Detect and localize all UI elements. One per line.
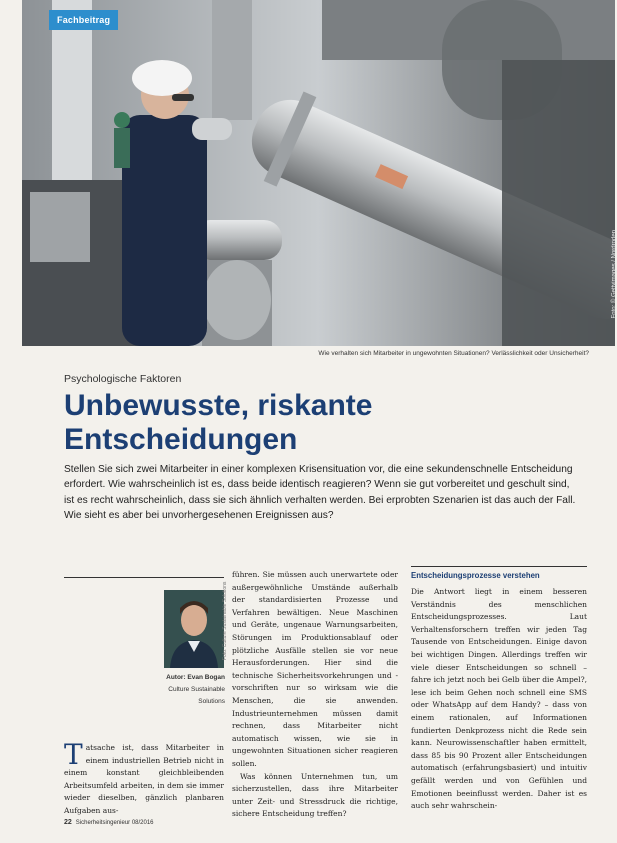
author-photo-credit: Foto: Culture Sustainable Solutions <box>222 581 228 660</box>
hero-photo <box>22 0 615 346</box>
column-right-text: Die Antwort liegt in einem besseren Verständnis des menschlichen Entscheidungsprozesses. Laut Verhaltensforschern treffen wir jeden Tag Tausende von Entscheidungen. Einige davon bei wichtigen Dingen. Allerdings treffen wir viele dieser Entscheidungen so schnell – fahre ich jetzt noch bei Gelb über die Ampel?, lese ich beim Gehen noch schnell eine SMS oder WhatsApp auf dem Handy? – dass von einem rationalen, auf Informationen fundierten Denkprozess nicht die Rede sein kann. Neurowissenschaftler haben ermittelt, dass 85 bis 90 Prozent aller Entscheidungen automatisch (erfahrungsbasiert) und intuitiv gefällt werden und von Gefühlen und Emotionen beeinflusst werden. Daher ist es auch sehr wahrschein- <box>411 587 587 811</box>
author-name: Autor: Evan Bogan <box>166 674 225 681</box>
column-middle-paragraph-1: führen. Sie müssen auch unerwartete oder außergewöhnliche Umstände außerhalb der standardisierten Prozesse und Verfahren bewältigen. Neue Maschinen und Geräte, ungenaue Warnungsarbeiten, Störungen im Produktionsablauf oder plötzliche Ausfälle stellen sie vor neue Herausforderungen. Hier sind die technische Sicherheitsvorkehrungen und -vorschriften nur so wirksam wie die Menschen, die sie anwenden. Industrieunternehmen müssen damit rechnen, dass Mitarbeiter nicht automatisch wissen, wie sie in ungewohnten Situationen sicher reagieren sollen. <box>232 570 398 768</box>
column-right <box>411 586 587 813</box>
page-footer <box>64 819 154 826</box>
column-middle <box>232 569 398 821</box>
page-number: 22 <box>64 819 72 826</box>
author-box <box>125 672 225 708</box>
photo-credit: Foto: © Gettyimages / Nordroden <box>611 230 617 319</box>
column-middle-paragraph-2: Was können Unternehmen tun, um sicherzustellen, dass ihre Mitarbeiter unter Zeit- und Stressdruck die richtige, sichere Entscheidung treffen? <box>232 771 398 819</box>
author-portrait-illustration <box>164 590 224 668</box>
article-title: Unbewusste, riskante Entscheidungen <box>64 389 373 456</box>
photo-caption: Wie verhalten sich Mitarbeiter in ungewohnten Situationen? Verlässlichkeit oder Unsicherheit? <box>318 350 589 357</box>
column-right-subhead: Entscheidungsprozesse verstehen <box>411 571 540 580</box>
column-left <box>64 738 224 818</box>
magazine-name: Sicherheitsingenieur 08/2016 <box>75 820 154 826</box>
author-role-line1: Culture Sustainable <box>168 686 225 693</box>
column-divider-left <box>64 577 224 578</box>
column-left-text: atsache ist, dass Mitarbeiter in einem industriellen Betrieb nicht in einem konstant gleichbleibenden Arbeitsumfeld arbeiten, in dem sie immer wieder dieselben, gänzlich planbaren Aufgaben aus- <box>64 743 224 815</box>
industrial-pipes-illustration <box>22 0 615 346</box>
dropcap: T <box>64 738 83 771</box>
author-portrait <box>164 590 224 668</box>
section-tag: Fachbeitrag <box>49 10 118 30</box>
author-role-line2: Solutions <box>198 698 225 705</box>
column-divider-right <box>411 566 587 567</box>
article-kicker: Psychologische Faktoren <box>64 373 182 385</box>
article-lead: Stellen Sie sich zwei Mitarbeiter in einer komplexen Krisensituation vor, die eine sekundenschnelle Entscheidung erfordert. Wie wahrscheinlich ist es, dass beide identisch reagieren? Wenn sie gut vorbereitet und geschult sind, ist es recht wahrscheinlich, dass sie sich ähnlich verhalten werden. Bei erprobten Szenarien ist das auch der Fall. Wie sieht es aber bei unvorhergesehenen Ereignissen aus? <box>64 464 576 522</box>
